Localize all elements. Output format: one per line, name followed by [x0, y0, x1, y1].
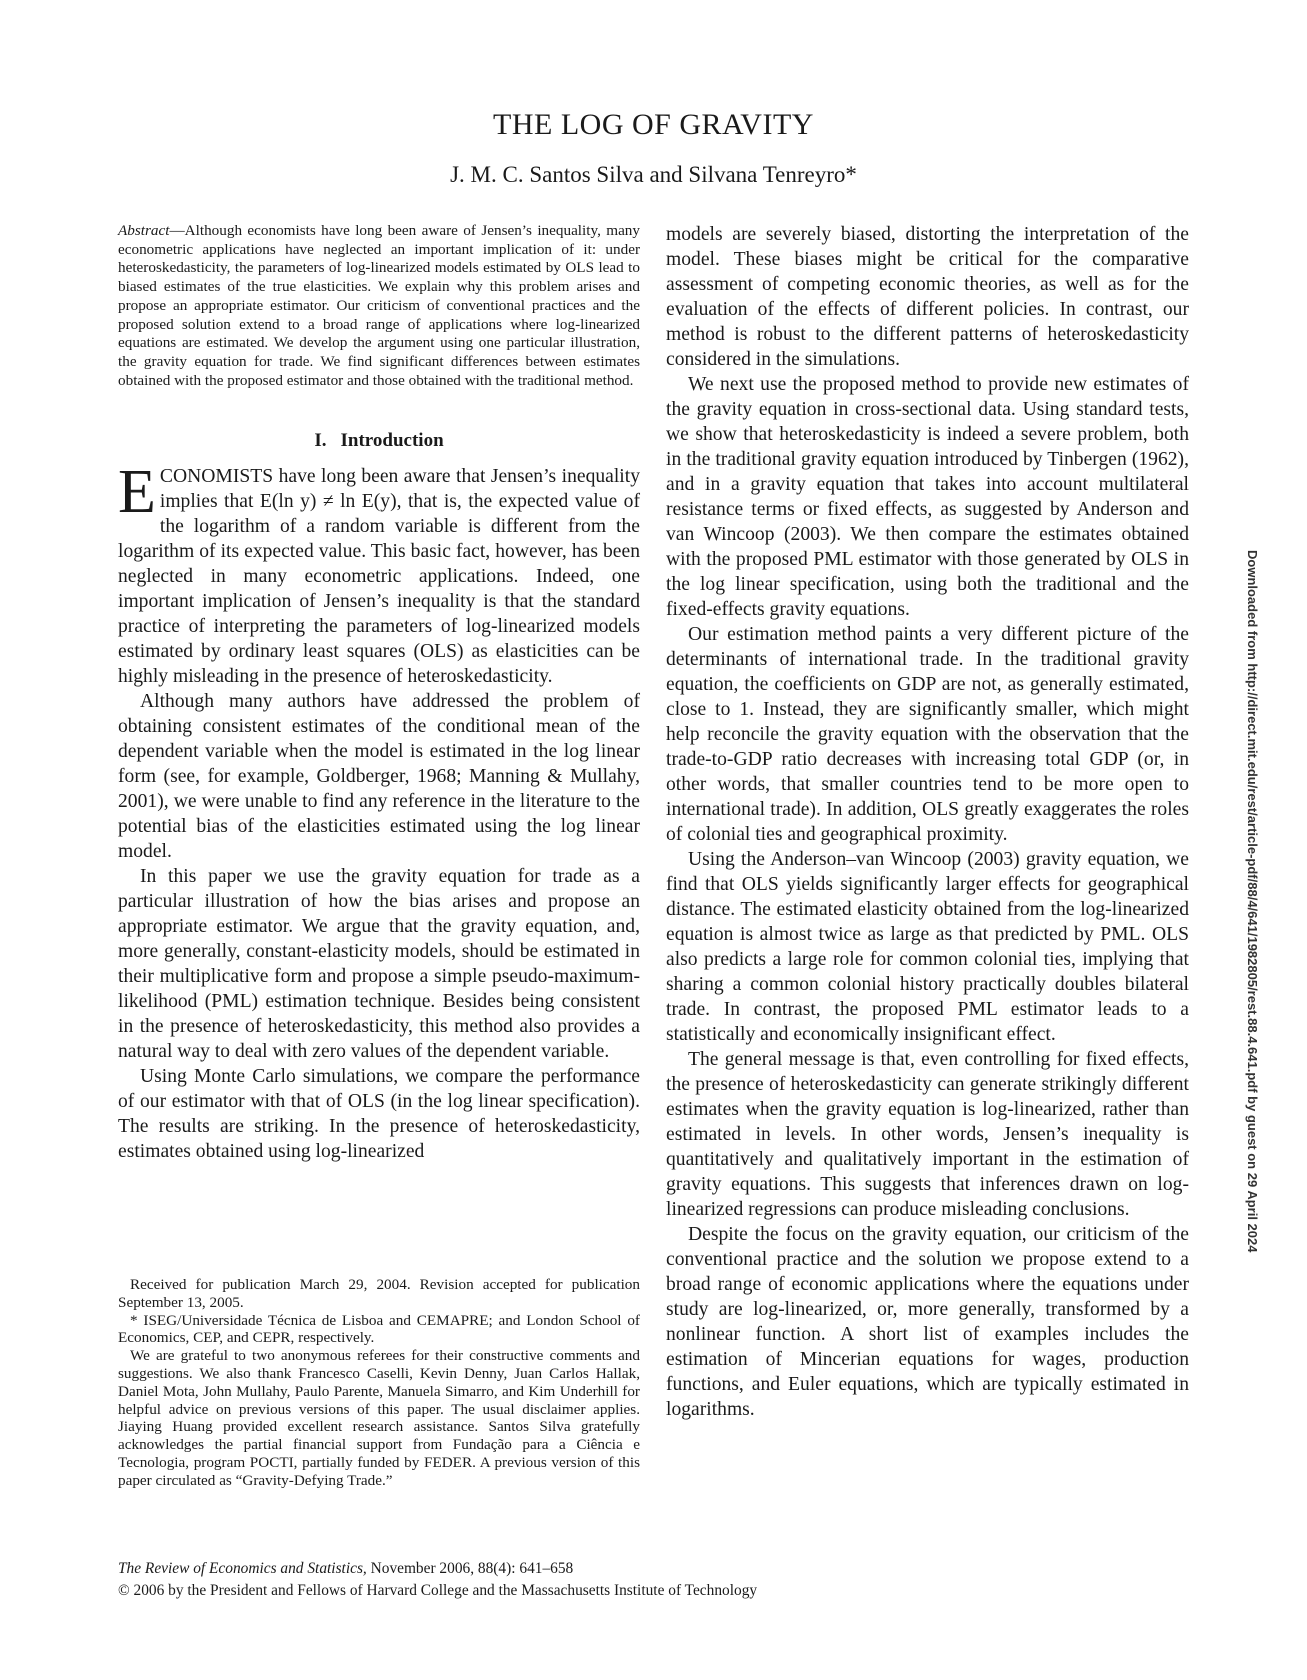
- download-watermark: [1240, 550, 1270, 1253]
- right-paragraph-6: Despite the focus on the gravity equation, our criticism of the conventional practice and the solution we propose extend to a broad range of economic applications where the equations under study are log-linearized, or, more generally, transformed by a nonlinear function. A short list of examples includes the estimation of Mincerian equations for wages, production functions, and Euler equations, which are typically estimated in logarithms.: [666, 1224, 1189, 1420]
- journal-issue: November 2006, 88(4): 641–658: [366, 1560, 574, 1577]
- journal-citation: [118, 1560, 573, 1578]
- abstract: [118, 222, 640, 390]
- intro-paragraph-4: Using Monte Carlo simulations, we compare the performance of our estimator with that of OLS (in the log linear specification). The results are striking. In the presence of heteroskedasticity, estimates obtained using log-linearized: [118, 1066, 640, 1163]
- intro-paragraph-3: In this paper we use the gravity equation for trade as a particular illustration of how the bias arises and propose an appropriate estimator. We argue that the gravity equation, and, more generally, constant-elasticity models, should be estimated in their multiplicative form and propose a simple pseudo-maximum-likelihood (PML) estimation technique. Besides being consistent in the presence of heteroskedasticity, this method also provides a natural way to deal with zero values of the dependent variable.: [118, 866, 640, 1063]
- footnote-received: Received for publication March 29, 2004. Revision accepted for publication September 13, 2005.: [118, 1276, 640, 1311]
- drop-cap: E: [118, 458, 156, 527]
- section-title: Introduction: [340, 430, 444, 452]
- footnotes: [118, 1276, 640, 1490]
- right-paragraph-3: Our estimation method paints a very different picture of the determinants of international trade. In the traditional gravity equation, the coefficients on GDP are not, as generally estimated, close to 1. Instead, they are significantly smaller, which might help reconcile the gravity equation with the observation that the trade-to-GDP ratio decreases with increasing total GDP (or, in other words, that smaller countries tend to be more open to international trade). In addition, OLS greatly exaggerates the roles of colonial ties and geographical proximity.: [666, 624, 1189, 845]
- download-note: Downloaded from http://direct.mit.edu/rest/article-pdf/88/4/641/1982805/rest.88.4.641.pdf by guest on 29 April 2024: [1245, 550, 1260, 1253]
- footnote-affiliation: * ISEG/Universidade Técnica de Lisboa and CEMAPRE; and London School of Economics, CEP, and CEPR, respectively.: [118, 1311, 640, 1347]
- left-column: [118, 222, 640, 1164]
- journal-name: The Review of Economics and Statistics,: [118, 1560, 367, 1577]
- right-paragraph-4: Using the Anderson–van Wincoop (2003) gravity equation, we find that OLS yields significantly larger effects for geographical distance. The estimated elasticity obtained from the log-linearized equation is almost twice as large as that predicted by PML. OLS also predicts a large role for common colonial ties, implying that sharing a common colonial history practically doubles bilateral trade. In contrast, the proposed PML estimator leads to a statistically and economically insignificant effect.: [666, 849, 1189, 1045]
- intro-paragraph-2: Although many authors have addressed the problem of obtaining consistent estimates of the conditional mean of the dependent variable when the model is estimated in the log linear form (see, for example, Goldberger, 1968; Manning & Mullahy, 2001), we were unable to find any reference in the literature to the potential bias of the elasticities estimated using the log linear model.: [118, 691, 640, 863]
- abstract-text: —Although economists have long been aware of Jensen’s inequality, many econometric applications have neglected an important implication of it: under heteroskedasticity, the parameters of log-linearized models estimated by OLS lead to biased estimates of the true elasticities. We explain why this problem arises and propose an appropriate estimator. Our criticism of conventional practices and the proposed solution extend to a broad range of applications where log-linearized equations are estimated. We develop the argument using one particular illustration, the gravity equation for trade. We find significant differences between estimates obtained with the proposed estimator and those obtained with the traditional method.: [118, 222, 640, 389]
- footnote-acknowledgments: We are grateful to two anonymous referees for their constructive comments and suggestions. We also thank Francesco Caselli, Kevin Denny, Juan Carlos Hallak, Daniel Mota, John Mullahy, Paulo Parente, Manuela Simarro, and Kim Underhill for helpful advice on previous versions of this paper. The usual disclaimer applies. Jiaying Huang provided excellent research assistance. Santos Silva gratefully acknowledges the partial financial support from Fundação para a Ciência e Tecnologia, program POCTI, partially funded by FEDER. A previous version of this paper circulated as “Gravity-Defying Trade.”: [118, 1347, 640, 1489]
- right-paragraph-2: We next use the proposed method to provide new estimates of the gravity equation in cross-sectional data. Using standard tests, we show that heteroskedasticity is indeed a severe problem, both in the traditional gravity equation introduced by Tinbergen (1962), and in a gravity equation that takes into account multilateral resistance terms or fixed effects, as suggested by Anderson and van Wincoop (2003). We then compare the estimates obtained with the proposed PML estimator with those generated by OLS in the log linear specification, using both the traditional and the fixed-effects gravity equations.: [666, 374, 1189, 620]
- intro-paragraph-1: [118, 458, 640, 689]
- intro-paragraph-1-text: CONOMISTS have long been aware that Jensen’s inequality implies that E(ln y) ≠ ln E(y), that is, the expected value of the logarithm of a random variable is different from the logarithm of its expected value. This basic fact, however, has been neglected in many econometric applications. Indeed, one important implication of Jensen’s inequality is that the standard practice of interpreting the parameters of log-linearized models estimated by ordinary least squares (OLS) as elasticities can be highly misleading in the presence of heteroskedasticity.: [118, 466, 640, 688]
- section-number: I.: [314, 430, 327, 452]
- section-heading: [118, 430, 640, 452]
- copyright-notice: © 2006 by the President and Fellows of Harvard College and the Massachusetts Institute of Technology: [118, 1582, 758, 1599]
- abstract-label: Abstract: [118, 222, 170, 239]
- right-paragraph-5: The general message is that, even controlling for fixed effects, the presence of heteroskedasticity can generate strikingly different estimates when the gravity equation is log-linearized, rather than estimated in levels. In other words, Jensen’s inequality is quantitatively and qualitatively important in the estimation of gravity equations. This suggests that inferences drawn on log-linearized regressions can produce misleading conclusions.: [666, 1049, 1189, 1220]
- paper-title: THE LOG OF GRAVITY: [493, 108, 814, 141]
- right-paragraph-1: models are severely biased, distorting the interpretation of the model. These biases might be critical for the comparative assessment of competing economic theories, as well as for the evaluation of the effects of different policies. In contrast, our method is robust to the different patterns of heteroskedasticity considered in the simulations.: [666, 224, 1189, 370]
- paper-authors: J. M. C. Santos Silva and Silvana Tenreyro*: [450, 162, 857, 187]
- right-column: [666, 222, 1189, 1422]
